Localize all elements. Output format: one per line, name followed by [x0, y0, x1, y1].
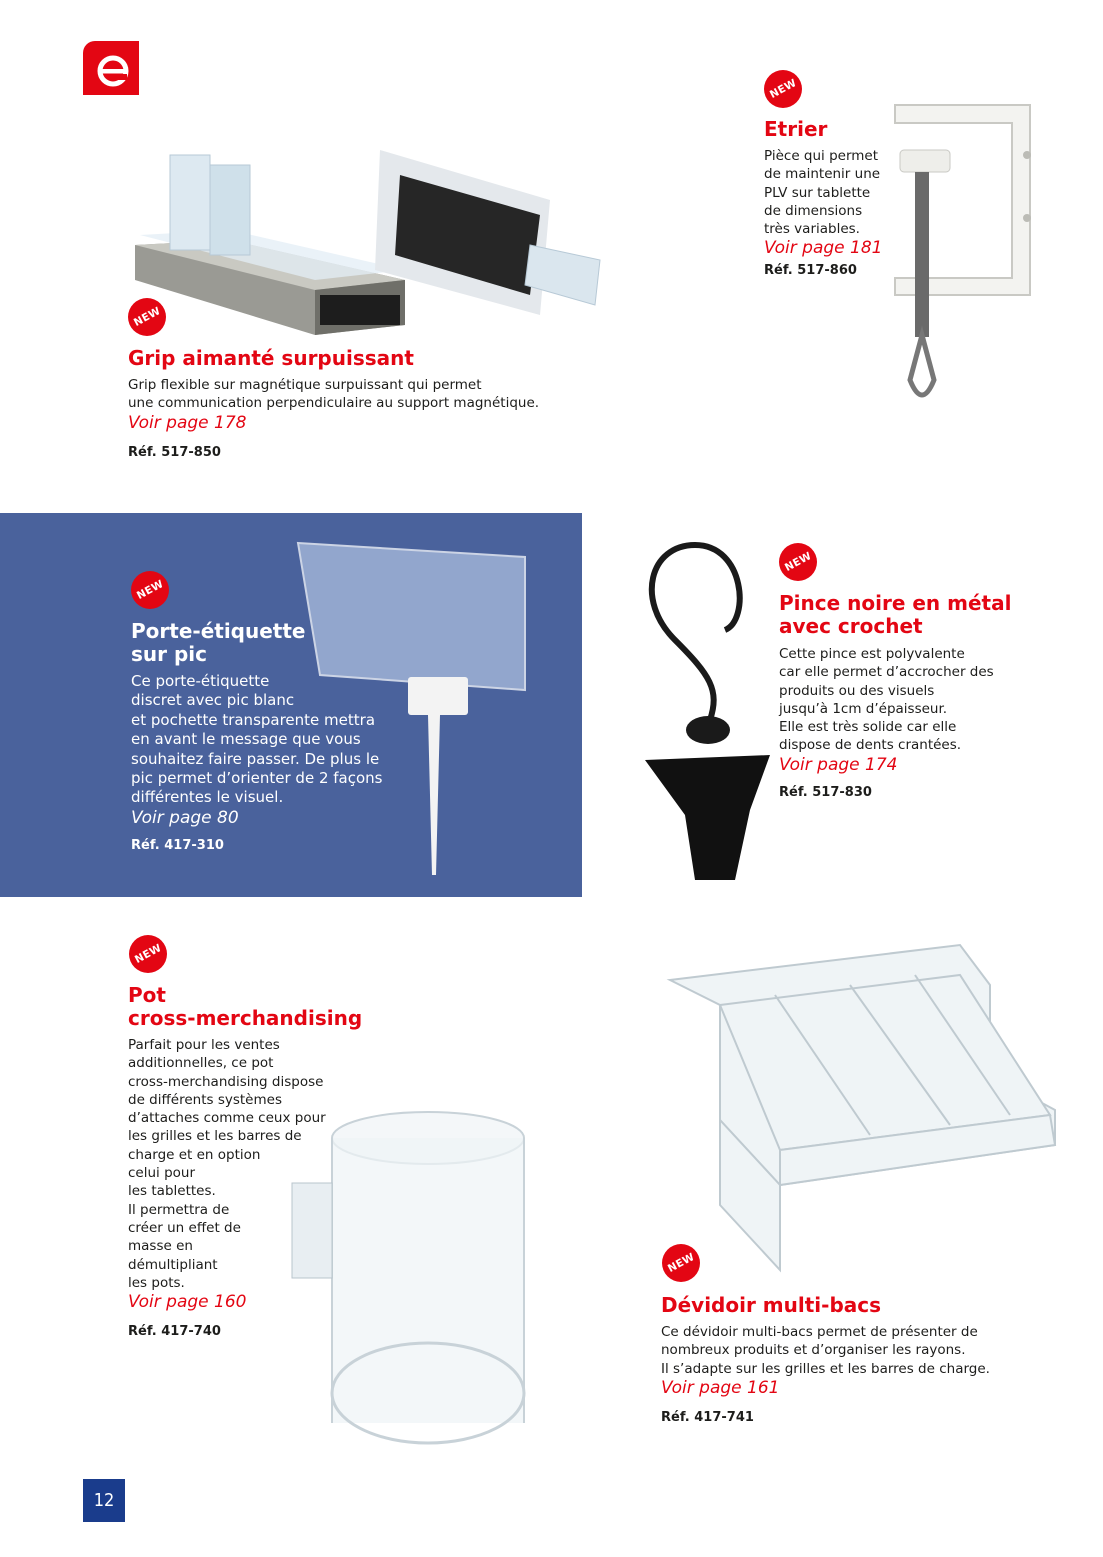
etrier-reference: Réf. 517-860 — [764, 263, 857, 279]
pince-description: Cette pince est polyvalente car elle permet d’accrocher des produits ou des visuels jusqu’à 1cm d’épaisseur. Elle est très solide car elle dispose de dents crantées. — [779, 646, 994, 754]
etrier-description: Pièce qui permet de maintenir une PLV sur tablette de dimensions très variables. — [764, 148, 881, 238]
pot-new-badge: NEW — [129, 935, 167, 973]
etrier-product-image — [890, 90, 1050, 410]
pince-new-badge: NEW — [779, 543, 817, 581]
grip-new-badge: NEW — [128, 298, 166, 336]
grip-page-link[interactable]: Voir page 178 — [128, 412, 247, 433]
porte-etiquette-title: Porte-étiquette sur pic — [131, 619, 306, 666]
brand-logo — [83, 41, 139, 95]
devidoir-product-image — [660, 935, 1060, 1275]
porte-etiquette-reference: Réf. 417-310 — [131, 837, 224, 853]
grip-description: Grip flexible sur magnétique surpuissant qui permet une communication perpendiculaire au support magnétique. — [128, 377, 540, 412]
devidoir-title: Dévidoir multi-bacs — [661, 1293, 882, 1317]
porte-etiquette-description: Ce porte-étiquette discret avec pic blanc et pochette transparente mettra en avant le message que vous souhaitez faire passer. De plus le pic permet d’orienter de 2 façons différentes le visuel. — [131, 672, 383, 807]
pot-block — [128, 984, 388, 1340]
pince-product-image — [640, 540, 780, 890]
devidoir-block — [661, 1294, 1061, 1426]
grip-block — [128, 347, 588, 461]
etrier-new-badge: NEW — [764, 70, 802, 108]
porte-etiquette-block — [131, 620, 401, 854]
pot-title: Pot cross-merchandising — [128, 983, 363, 1030]
pince-reference: Réf. 517-830 — [779, 784, 872, 800]
pince-block — [779, 592, 1079, 801]
porte-etiquette-new-badge: NEW — [131, 571, 169, 609]
etrier-block — [764, 118, 894, 279]
devidoir-page-link[interactable]: Voir page 161 — [661, 1377, 780, 1398]
etrier-page-link[interactable]: Voir page 181 — [764, 238, 883, 259]
page-number: 12 — [83, 1479, 125, 1522]
devidoir-reference: Réf. 417-741 — [661, 1409, 754, 1425]
grip-title: Grip aimanté surpuissant — [128, 346, 414, 370]
grip-reference: Réf. 517-850 — [128, 444, 221, 460]
devidoir-new-badge: NEW — [662, 1244, 700, 1282]
pince-page-link[interactable]: Voir page 174 — [779, 754, 898, 775]
pot-reference: Réf. 417-740 — [128, 1324, 221, 1340]
etrier-title: Etrier — [764, 117, 828, 141]
grip-product-image — [130, 145, 610, 345]
pot-description: Parfait pour les ventes additionnelles, ce pot cross-merchandising dispose de différents systèmes d’attaches comme ceux pour les grilles et les barres de charge et en option celui pour les tablettes. Il permettra de créer un effet de masse en démultipliant les pots. — [128, 1037, 326, 1291]
pot-page-link[interactable]: Voir page 160 — [128, 1292, 247, 1313]
porte-etiquette-page-link[interactable]: Voir page 80 — [131, 807, 239, 828]
pince-title: Pince noire en métal avec crochet — [779, 591, 1012, 638]
devidoir-description: Ce dévidoir multi-bacs permet de présenter de nombreux produits et d’organiser les rayons. Il s’adapte sur les grilles et les barres de charge. — [661, 1324, 990, 1377]
